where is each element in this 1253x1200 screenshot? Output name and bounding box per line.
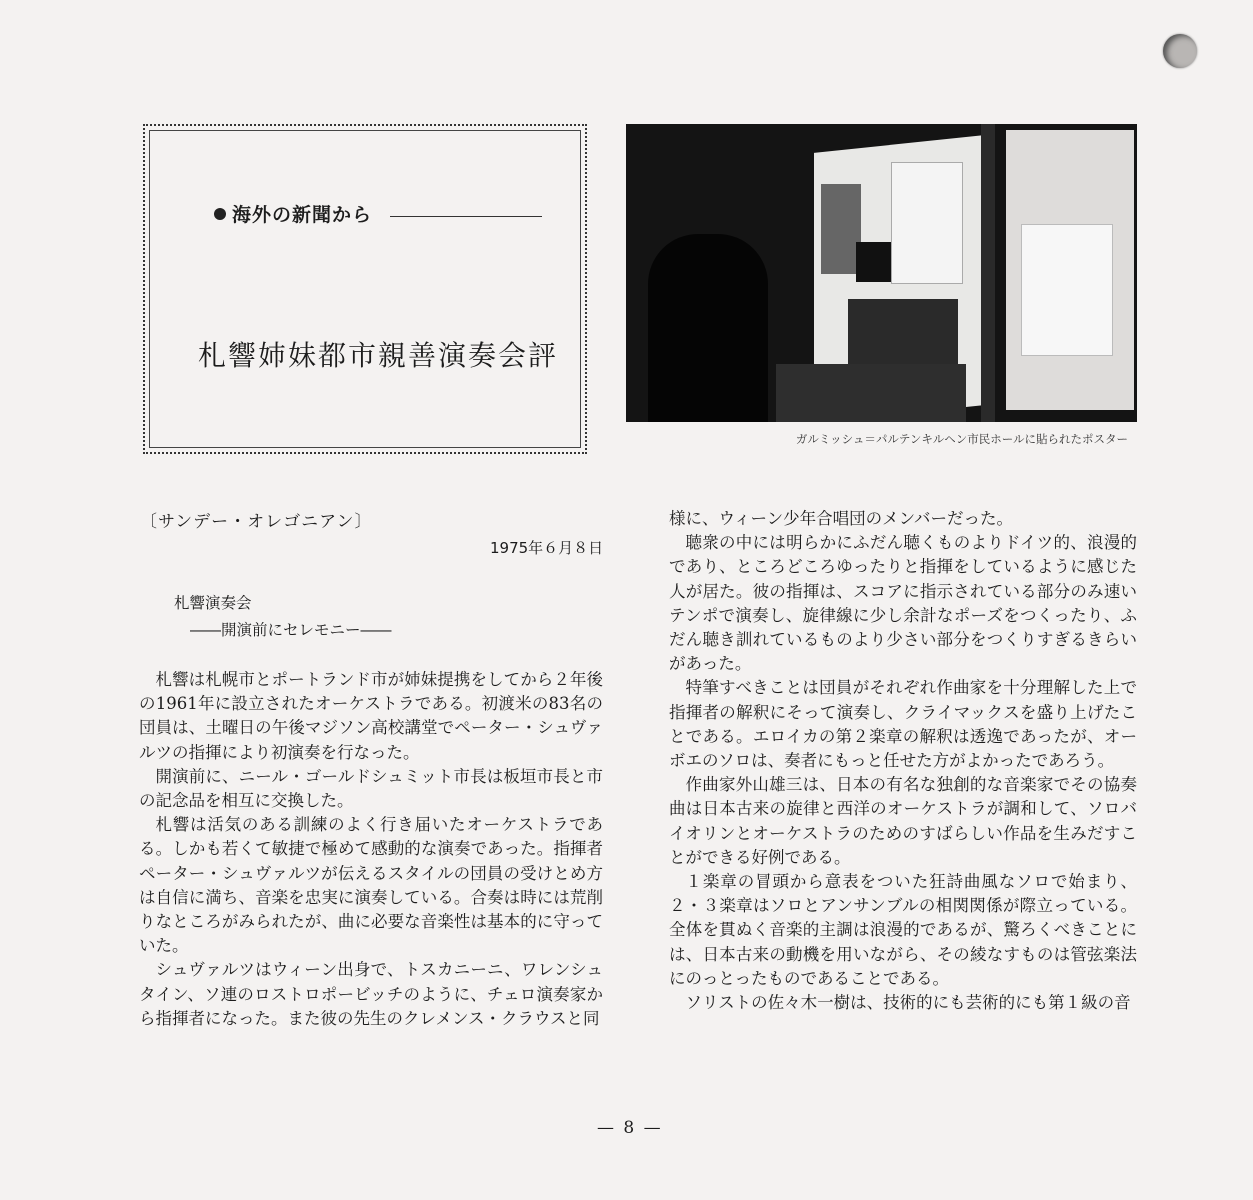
right-column bbox=[669, 507, 1137, 1015]
paragraph: ソリストの佐々木一樹は、技術的にも芸術的にも第１級の音 bbox=[685, 993, 1131, 1013]
article-headline: 札響演奏会 bbox=[174, 594, 252, 612]
binder-hole bbox=[1163, 34, 1197, 68]
paragraph: シュヴァルツはウィーン出身で、トスカニーニ、ワレンシュタイン、ソ連のロストロポービッチのように、チェロ演奏家から指揮者になった。また彼の先生のクレメンス・クラウスと同 bbox=[139, 960, 603, 1028]
title-box-inner-border bbox=[149, 130, 581, 448]
poster-photo bbox=[626, 124, 1137, 422]
section-label-text: 海外の新聞から bbox=[232, 204, 373, 226]
left-column bbox=[139, 668, 603, 1031]
paragraph: 作曲家外山雄三は、日本の有名な独創的な音楽家でその協奏曲は日本古来の旋律と西洋のオーケストラが調和して、ソロバイオリンとオーケストラのためのすばらしい作品を生みだすことができる好例である。 bbox=[669, 775, 1137, 867]
newspaper-source: 〔サンデー・オレゴニアン〕 bbox=[140, 512, 373, 532]
paragraph: 特筆すべきことは団員がそれぞれ作曲家を十分理解した上で指揮者の解釈にそって演奏し、クライマックスを盛り上げたことである。エロイカの第２楽章の解釈は透逸であったが、オーボエのソロは、奏者にもっと任せた方がよかったであろう。 bbox=[669, 678, 1137, 771]
photo-caption: ガルミッシュ＝パルテンキルヘン市民ホールに貼られたポスター bbox=[795, 432, 1128, 446]
paragraph: 札響は札幌市とポートランド市が姉妹提携をしてから２年後の1961年に設立されたオーケストラである。初渡米の83名の団員は、土曜日の午後マジソン高校講堂でペーター・シュヴァルツの指揮により初演奏を行なった。 bbox=[139, 670, 603, 762]
paragraph: 様に、ウィーン少年合唱団のメンバーだった。 bbox=[669, 509, 1014, 528]
page-number: — 8 — bbox=[597, 1118, 663, 1138]
paragraph: １楽章の冒頭から意表をついた狂詩曲風なソロで始まり、２・３楽章はソロとアンサンブルの相関関係が際立っている。全体を貫ぬく音楽的主調は浪漫的であるが、驚ろくべきことには、日本古来の動機を用いながら、その綾なすものは管弦楽法にのっとったものであることである。 bbox=[669, 872, 1137, 988]
title-box bbox=[143, 124, 587, 454]
paragraph: 聴衆の中には明らかにふだん聴くものよりドイツ的、浪漫的であり、ところどころゆったりと指揮をしているように感じた人が居た。彼の指揮は、スコアに指示されている部分のみ速いテンポで演奏し、旋律線に少し余計なポーズをつくったり、ふだん聴き訓れているものより少さい部分をつくりすぎるきらいがあった。 bbox=[669, 533, 1138, 674]
paragraph: 開演前に、ニール・ゴールドシュミット市長は板垣市長と市の記念品を相互に交換した。 bbox=[139, 766, 603, 811]
paragraph: 札響は活気のある訓練のよく行き届いたオーケストラである。しかも若くて敏捷で極めて感動的な演奏であった。指揮者ペーター・シュヴァルツが伝えるスタイルの団員の受けとめ方は自信に満ち、音楽を忠実に演奏している。合奏は時には荒削りなところがみられたが、曲に必要な音楽性は基本的に守っていた。 bbox=[139, 815, 603, 956]
section-label bbox=[214, 200, 372, 227]
page-title: 札響姉妹都市親善演奏会評 bbox=[198, 339, 559, 372]
bullet-icon bbox=[214, 208, 226, 220]
section-rule bbox=[390, 216, 542, 217]
article-subhead: ――開演前にセレモニー―― bbox=[190, 621, 392, 639]
article-date: 1975年６月８日 bbox=[490, 539, 604, 557]
